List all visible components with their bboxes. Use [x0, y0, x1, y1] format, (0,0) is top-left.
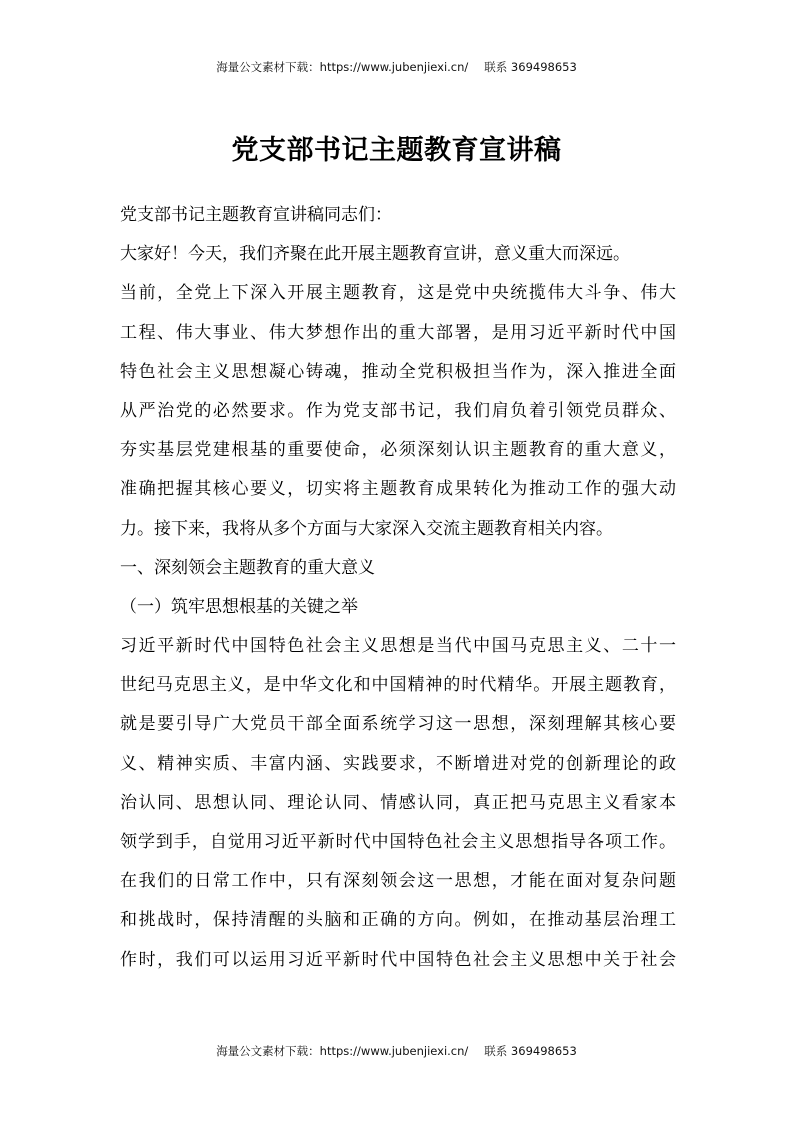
body-line: 力。接下来，我将从多个方面与大家深入交流主题教育相关内容。	[120, 518, 613, 539]
body-line: 在我们的日常工作中，只有深刻领会这一思想，才能在面对复杂问题	[120, 871, 676, 892]
header-download-label: 海量公文素材下载：https://www.jubenjiexi.cn/	[216, 60, 469, 74]
section-heading: 一、深刻领会主题教育的重大意义	[120, 557, 375, 578]
body-line: 世纪马克思主义，是中华文化和中国精神的时代精华。开展主题教育，	[120, 675, 676, 696]
footer-contact: 联系 369498653	[484, 1044, 577, 1058]
body-line: 领学到手，自觉用习近平新时代中国特色社会主义思想指导各项工作。	[120, 832, 676, 852]
salutation-line: 党支部书记主题教育宣讲稿同志们：	[120, 205, 392, 225]
body-line: 准确把握其核心要义，切实将主题教育成果转化为推动工作的强大动	[120, 479, 676, 500]
body-line: 习近平新时代中国特色社会主义思想是当代中国马克思主义、二十一	[120, 636, 676, 657]
body-line: 治认同、思想认同、理论认同、情感认同，真正把马克思主义看家本	[120, 792, 676, 813]
body-line: 就是要引导广大党员干部全面系统学习这一思想，深刻理解其核心要	[120, 714, 676, 735]
header-contact: 联系 369498653	[484, 60, 577, 74]
footer-download-label: 海量公文素材下载：https://www.jubenjiexi.cn/	[216, 1044, 469, 1058]
document-title: 党支部书记主题教育宣讲稿	[231, 135, 562, 166]
page-header	[0, 59, 793, 75]
body-line: 当前，全党上下深入开展主题教育，这是党中央统揽伟大斗争、伟大	[120, 283, 676, 304]
body-line: 和挑战时，保持清醒的头脑和正确的方向。例如，在推动基层治理工	[120, 910, 676, 931]
subsection-heading: （一）筑牢思想根基的关键之举	[120, 596, 358, 617]
body-line: 义、精神实质、丰富内涵、实践要求，不断增进对党的创新理论的政	[120, 753, 676, 774]
body-line: 夯实基层党建根基的重要使命，必须深刻认识主题教育的重大意义，	[120, 440, 676, 461]
page-footer	[0, 1043, 793, 1059]
body-line: 从严治党的必然要求。作为党支部书记，我们肩负着引领党员群众、	[120, 400, 676, 421]
body-line: 特色社会主义思想凝心铸魂，推动全党积极担当作为，深入推进全面	[120, 361, 676, 382]
body-line: 作时，我们可以运用习近平新时代中国特色社会主义思想中关于社会	[120, 949, 676, 970]
body-line: 工程、伟大事业、伟大梦想作出的重大部署，是用习近平新时代中国	[120, 322, 676, 343]
body-line: 大家好！今天，我们齐聚在此开展主题教育宣讲，意义重大而深远。	[120, 244, 630, 265]
document-body	[120, 196, 676, 980]
